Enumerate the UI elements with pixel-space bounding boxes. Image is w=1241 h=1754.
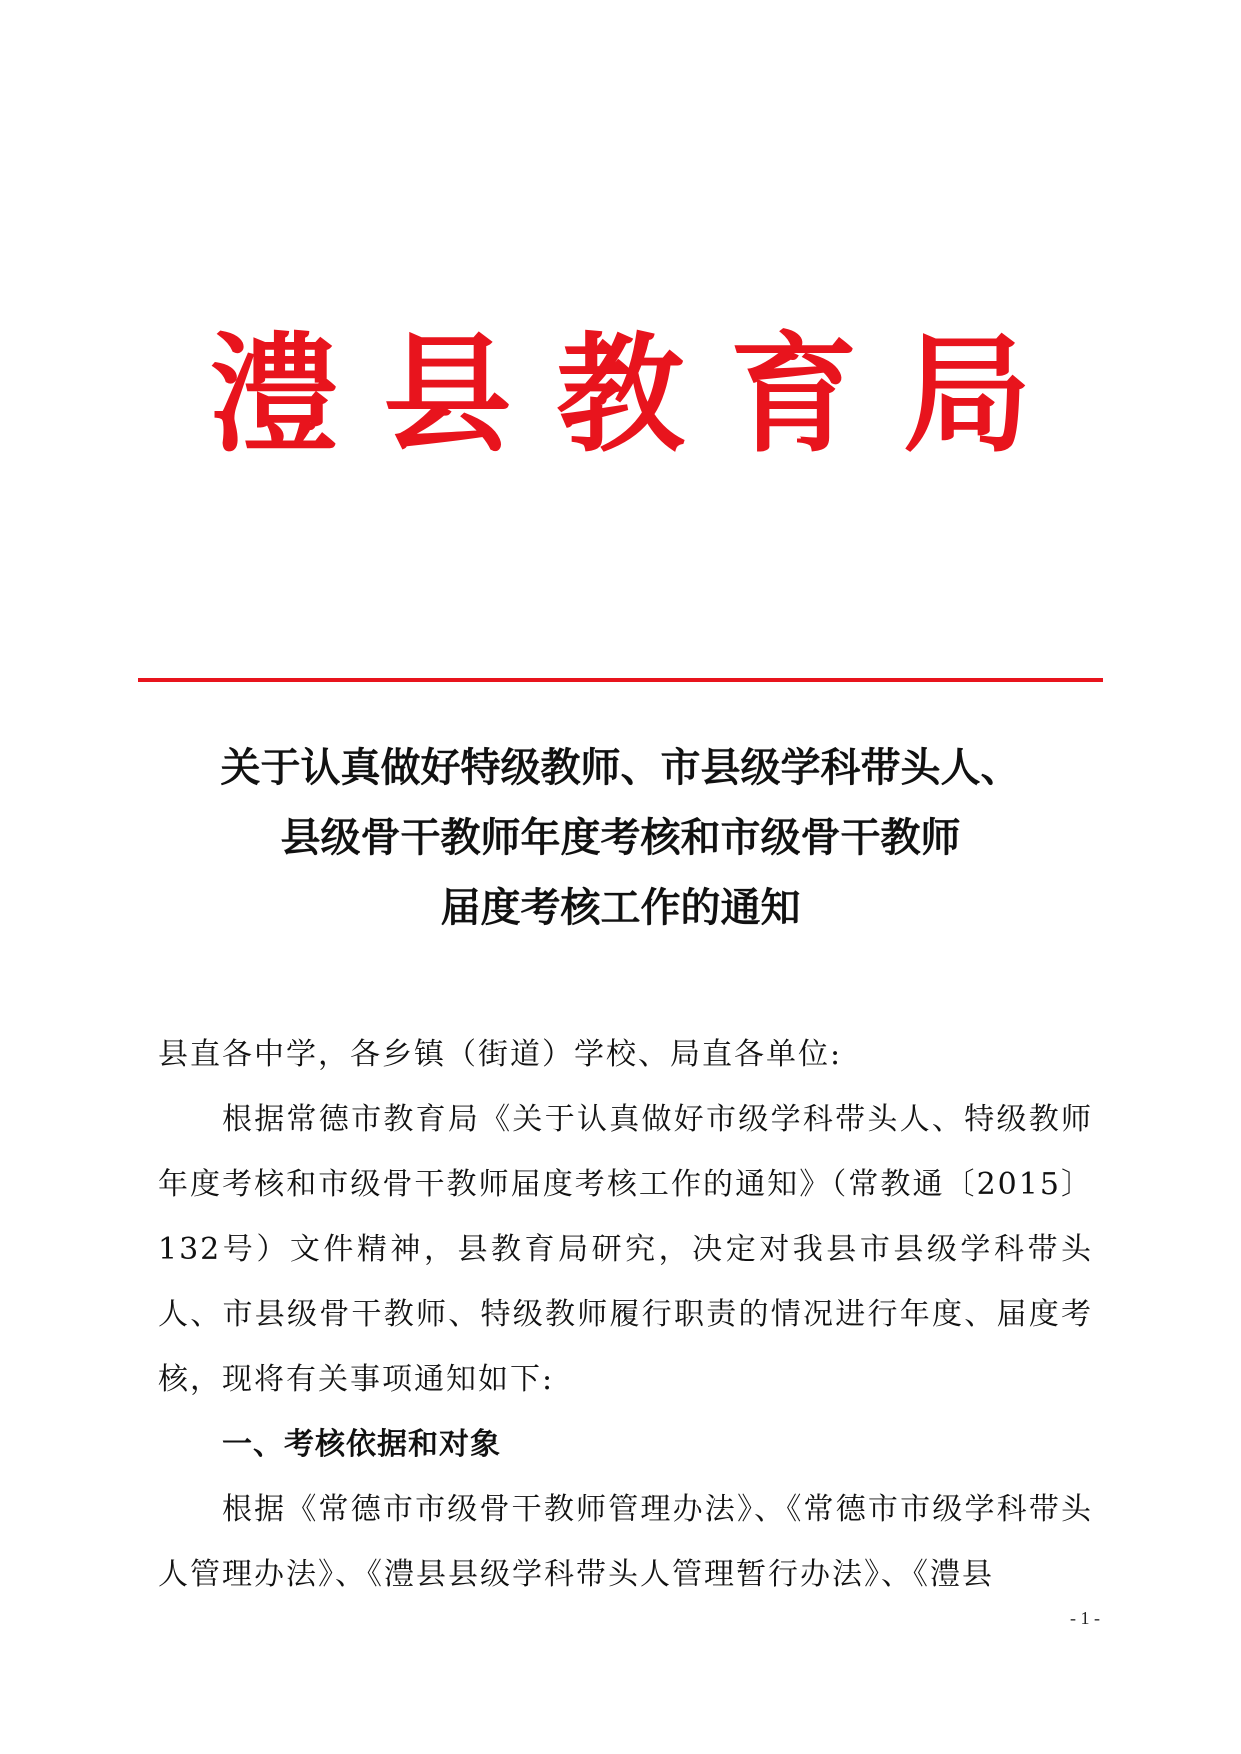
issuer-header-char: 教 <box>556 320 685 470</box>
issuer-header-char: 县 <box>383 320 512 470</box>
document-body <box>158 1022 1093 1607</box>
page-number: - 1 - <box>1070 1608 1100 1628</box>
section-heading: 一、考核依据和对象 <box>222 1427 501 1462</box>
issuer-header-char: 局 <box>902 320 1031 470</box>
red-divider-line <box>138 678 1103 682</box>
document-title-line: 关于认真做好特级教师、市县级学科带头人、 <box>220 745 1021 791</box>
intro-paragraph: 根据常德市教育局《关于认真做好市级学科带头人、特级教师年度考核和市级骨干教师届度考核工作的通知》（常教通〔2015〕132号）文件精神，县教育局研究，决定对我县市县级学科带头人、市县级骨干教师、特级教师履行职责的情况进行年度、届度考核，现将有关事项通知如下: <box>158 1102 1093 1397</box>
document-title-line: 届度考核工作的通知 <box>440 885 801 931</box>
issuer-header <box>210 320 1031 470</box>
issuer-header-char: 育 <box>729 320 858 470</box>
salutation: 县直各中学，各乡镇（街道）学校、局直各单位: <box>158 1037 843 1072</box>
document-title <box>100 733 1141 943</box>
document-title-line: 县级骨干教师年度考核和市级骨干教师 <box>280 815 961 861</box>
section-paragraph: 根据《常德市市级骨干教师管理办法》、《常德市市级学科带头人管理办法》、《澧县县级学科带头人管理暂行办法》、《澧县 <box>158 1492 1093 1592</box>
issuer-header-char: 澧 <box>210 320 339 470</box>
